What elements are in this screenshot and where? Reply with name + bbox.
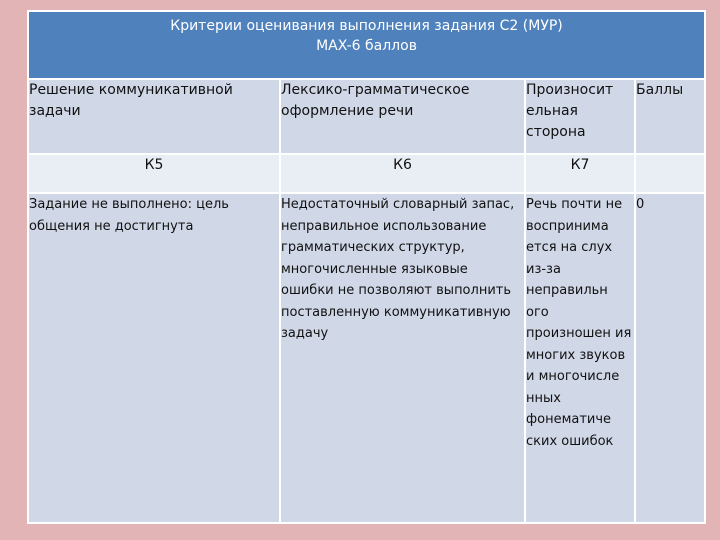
table-title (28, 11, 705, 79)
code-cell-k5: К5 (28, 154, 280, 193)
header-cell-lexico-grammatical: Лексико-грамматическое оформление речи (280, 79, 525, 154)
code-cell-empty (635, 154, 705, 193)
row-cell-points: 0 (635, 193, 705, 523)
table-title-line2: MAX-6 баллов (316, 38, 417, 54)
header-row (28, 79, 705, 154)
row-cell-lexico-grammatical: Недостаточный словарный запас, неправильное использование грамматических структур, многочисленные языковые ошибки не позволяют выполнить поставленную коммуникативную задачу (280, 193, 525, 523)
table-row (28, 193, 705, 523)
header-cell-pronunciation: Произносит ельная сторона (525, 79, 635, 154)
criteria-code-row (28, 154, 705, 193)
table-title-line1: Критерии оценивания выполнения задания С2 (МУР) (170, 18, 563, 34)
code-cell-k7: К7 (525, 154, 635, 193)
criteria-table (27, 10, 706, 524)
row-cell-pronunciation: Речь почти не воспринима ется на слух из-за неправильн ого произношен ия многих звуков и многочисле нных фонематиче ских ошибок (525, 193, 635, 523)
header-cell-communicative: Решение коммуникативной задачи (28, 79, 280, 154)
header-cell-points: Баллы (635, 79, 705, 154)
code-cell-k6: К6 (280, 154, 525, 193)
row-cell-communicative: Задание не выполнено: цель общения не достигнута (28, 193, 280, 523)
